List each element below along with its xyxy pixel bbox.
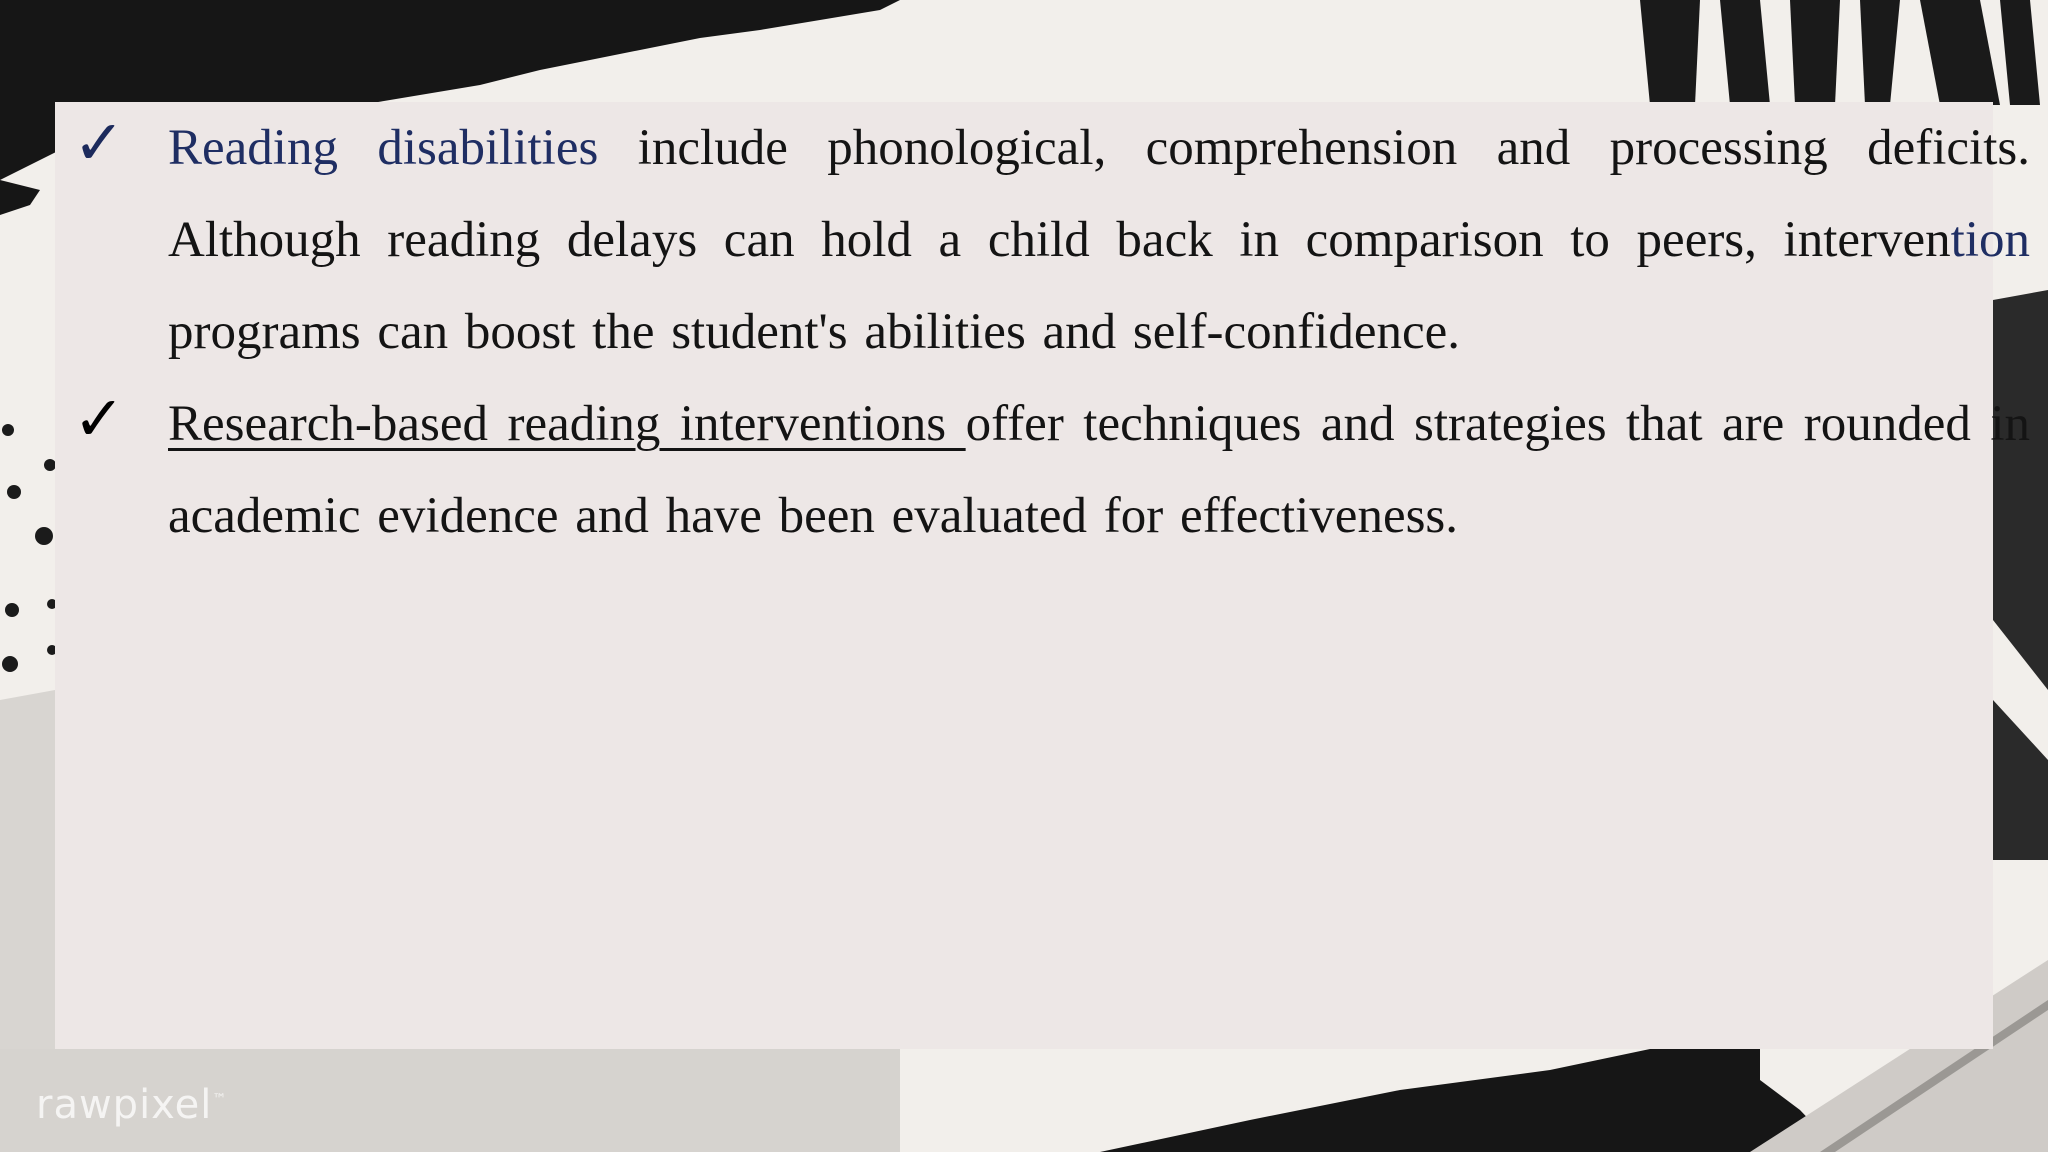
content-panel <box>55 102 2030 1049</box>
bullet-text: offer techniques and strategies that are rounded in academic evidence and have been evaluated for effectiveness. <box>168 396 2030 544</box>
bullet-text: programs can boost the student's abilities and self-confidence. <box>168 304 1460 360</box>
rawpixel-watermark <box>36 1082 227 1128</box>
bullet-text: include phonological, comprehension and processing deficits. Although reading delays can hold a child back in comparison to peers, interven <box>168 120 2030 268</box>
watermark-text: rawpixel <box>36 1082 213 1128</box>
bullet-paragraph <box>168 102 2030 378</box>
bullet-paragraph <box>168 378 2030 562</box>
check-icon: ✓ <box>73 106 125 179</box>
key-term: Research-based reading interventions <box>168 396 966 452</box>
key-term: Reading disabilities <box>168 120 599 176</box>
check-icon: ✓ <box>73 382 125 455</box>
trademark-mark: ™ <box>212 1091 228 1108</box>
bullet-text-accent: tion <box>1950 212 2030 268</box>
